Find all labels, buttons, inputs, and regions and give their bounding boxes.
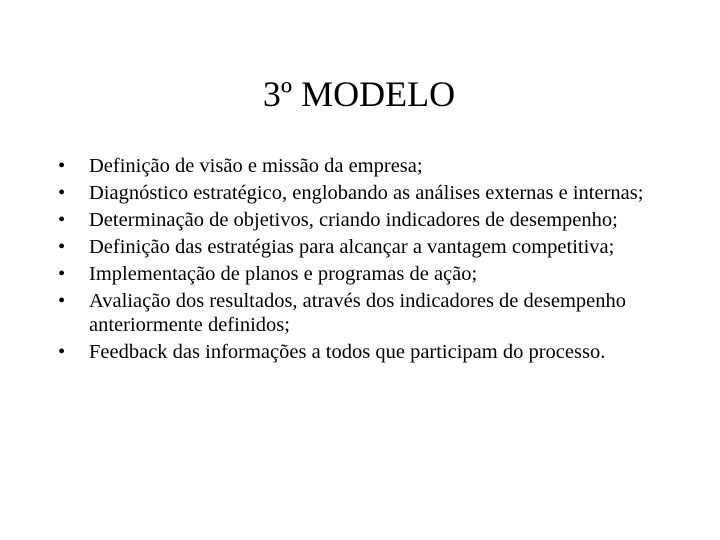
list-item [58,155,658,179]
list-item [58,236,658,260]
slide-title: 3º MODELO [262,74,456,114]
list-item-text: Avaliação dos resultados, através dos indicadores de desempenho anteriormente definidos; [89,290,627,336]
list-item-text: Definição das estratégias para alcançar a vantagem competitiva; [89,236,615,258]
bullet-icon: • [58,155,66,177]
list-item [58,341,658,365]
bullet-icon: • [58,263,66,285]
bullet-icon: • [58,182,66,204]
list-item-text: Feedback das informações a todos que participam do processo. [89,340,606,363]
list-item-text: Definição de visão e missão da empresa; [89,155,423,177]
bullet-list [58,155,658,368]
bullet-icon: • [58,236,66,258]
bullet-icon: • [58,209,66,231]
list-item [58,263,658,287]
list-item-text: Determinação de objetivos, criando indicadores de desempenho; [89,209,618,231]
list-item-text: Diagnóstico estratégico, englobando as análises externas e internas; [89,182,644,204]
list-item [58,290,658,337]
list-item [58,209,658,233]
list-item-text: Implementação de planos e programas de ação; [89,263,478,285]
list-item [58,182,658,206]
bullet-icon: • [58,290,66,312]
slide-title-container [0,72,720,116]
bullet-icon: • [58,340,66,363]
